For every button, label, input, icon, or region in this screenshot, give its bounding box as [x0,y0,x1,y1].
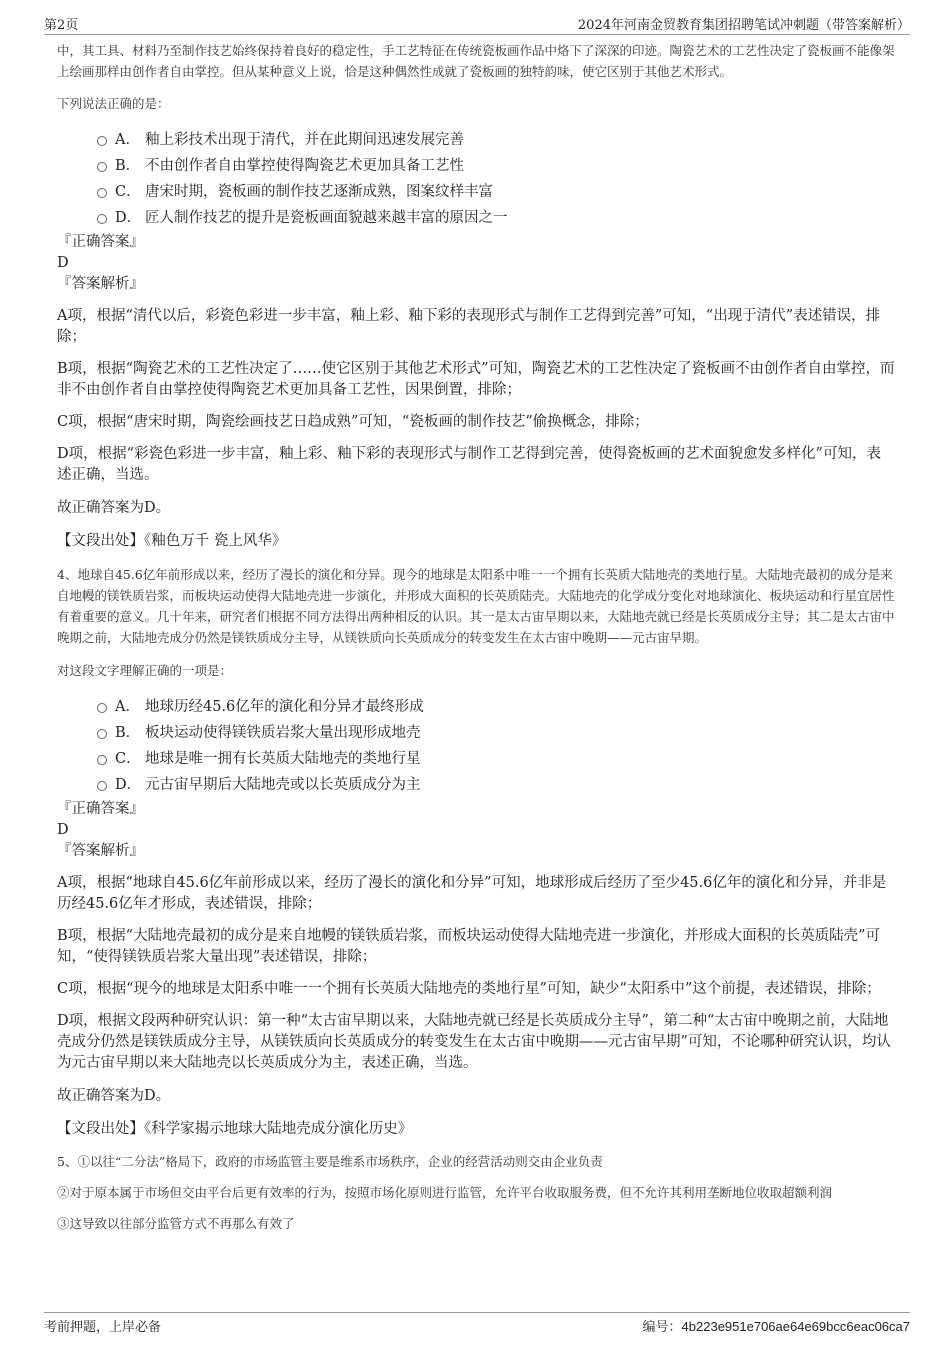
footer-slogan: 考前押题，上岸必备 [44,1320,162,1335]
q4-passage: 4、地球自45.6亿年前形成以来，经历了漫长的演化和分异。现今的地球是太阳系中唯一一个拥有长英质大陆地壳的类地行星。大陆地壳最初的成分是来自地幔的镁铁质岩浆，而板块运动使得大陆地壳进一步演化，并形成大面积的长英质陆壳。大陆地壳的化学成分变化对地球演化、板块运动和行星宜居性有着重要的意义。几十年来，研究者们根据不同方法得出两种相反的认识。其一是太古宙早期以来，大陆地壳就已经是长英质成分主导；其二是太古宙中晚期之前，大陆地壳成分仍然是镁铁质成分主导，从镁铁质向长英质成分的转变发生在太古宙中晚期——元古宙早期。 [57,567,895,645]
radio-icon[interactable] [97,214,107,224]
q4-analysis-label: 『答案解析』 [57,843,144,859]
q3-analysis-d: D项，根据“彩瓷色彩进一步丰富，釉上彩、釉下彩的表现形式与制作工艺得到完善，使得瓷板画的艺术面貌愈发多样化”可知，表述正确，当选。 [57,446,881,483]
radio-icon[interactable] [97,188,107,198]
q4-source: 【文段出处】《科学家揭示地球大陆地壳成分演化历史》 [57,1121,413,1137]
radio-icon[interactable] [97,781,107,791]
q4-options [57,694,895,798]
q4-option-c[interactable]: C． 地球是唯一拥有长英质大陆地壳的类地行星 [57,746,895,772]
q3-source: 【文段出处】《釉色万千 瓷上风华》 [57,533,287,549]
q4-conclusion: 故正确答案为D。 [57,1088,171,1104]
q3-options [57,127,895,231]
q4-option-d[interactable]: D． 元古宙早期后大陆地壳或以长英质成分为主 [57,772,895,798]
q4-option-b[interactable]: B． 板块运动使得镁铁质岩浆大量出现形成地壳 [57,720,895,746]
q4-stem: 对这段文字理解正确的一项是： [57,663,233,678]
page-content [57,40,895,1234]
q3-stem: 下列说法正确的是： [57,96,170,111]
page-header [44,10,910,35]
q3-analysis-a: A项，根据“清代以后，彩瓷色彩进一步丰富，釉上彩、釉下彩的表现形式与制作工艺得到完善”可知，“出现于清代”表述错误，排除； [57,308,881,345]
page-number: 第2页 [44,18,79,33]
q4-analysis-a: A项，根据“地球自45.6亿年前形成以来，经历了漫长的演化和分异”可知，地球形成后经历了至少45.6亿年的演化和分异，并非是历经45.6亿年才形成，表述错误，排除； [57,875,887,912]
q5-line-1: 5、①以往“二分法”格局下，政府的市场监管主要是维系市场秩序，企业的经营活动则交由企业负责 [57,1154,603,1169]
q4-option-a[interactable]: A． 地球历经45.6亿年的演化和分异才最终形成 [57,694,895,720]
q3-passage: 中，其工具、材料乃至制作技艺始终保持着良好的稳定性，手工艺特征在传统瓷板画作品中烙下了深深的印迹。陶瓷艺术的工艺性决定了瓷板画不能像架上绘画那样由创作者自由掌控。但从某种意义上说，恰是这种偶然性成就了瓷板画的独特韵味，使它区别于其他艺术形式。 [57,43,895,79]
radio-icon[interactable] [97,729,107,739]
q4-analysis-c: C项，根据“现今的地球是太阳系中唯一一个拥有长英质大陆地壳的类地行星”可知，缺少“太阳系中”这个前提，表述错误，排除； [57,981,881,997]
q3-analysis-c: C项，根据“唐宋时期，陶瓷绘画技艺日趋成熟”可知，“瓷板画的制作技艺”偷换概念，排除； [57,414,649,430]
q4-analysis-b: B项，根据“大陆地壳最初的成分是来自地幔的镁铁质岩浆，而板块运动使得大陆地壳进一步演化，并形成大面积的长英质陆壳”可知，“使得镁铁质岩浆大量出现”表述错误，排除； [57,928,880,965]
page-footer [44,1312,910,1337]
q4-answer-label: 『正确答案』 [57,801,144,817]
footer-doc-id: 编号：4b223e951e706ae64e69bcc6eac06ca7 [642,1319,910,1334]
q5-line-3: ③这导致以往部分监管方式不再那么有效了 [57,1216,295,1231]
q3-option-d[interactable]: D． 匠人制作技艺的提升是瓷板画面貌越来越丰富的原因之一 [57,205,895,231]
q5-line-2: ②对于原本属于市场但交由平台后更有效率的行为，按照市场化原则进行监管，允许平台收取服务费，但不允许其利用垄断地位收取超额利润 [57,1185,833,1200]
q3-answer: D [57,255,69,271]
radio-icon[interactable] [97,136,107,146]
q3-analysis-label: 『答案解析』 [57,276,144,292]
q3-option-c[interactable]: C． 唐宋时期，瓷板画的制作技艺逐渐成熟，图案纹样丰富 [57,179,895,205]
radio-icon[interactable] [97,703,107,713]
radio-icon[interactable] [97,755,107,765]
document-title: 2024年河南金贸教育集团招聘笔试冲刺题（带答案解析） [577,18,910,33]
q4-answer: D [57,822,69,838]
q3-analysis-b: B项，根据“陶瓷艺术的工艺性决定了……使它区别于其他艺术形式”可知，陶瓷艺术的工艺性决定了瓷板画不由创作者自由掌控，而非不由创作者自由掌控使得陶瓷艺术更加具备工艺性，因果倒置，排除； [57,361,895,398]
q3-answer-label: 『正确答案』 [57,234,144,250]
q3-conclusion: 故正确答案为D。 [57,500,171,516]
q4-analysis-d: D项，根据文段两种研究认识：第一种“太古宙早期以来，大陆地壳就已经是长英质成分主导”，第二种“太古宙中晚期之前，大陆地壳成分仍然是镁铁质成分主导，从镁铁质向长英质成分的转变发生在太古宙中晚期——元古宙早期”可知，不论哪种研究认识，均认为元古宙早期以来大陆地壳以长英质成分为主，表述正确，当选。 [57,1013,891,1071]
q3-option-a[interactable]: A． 釉上彩技术出现于清代，并在此期间迅速发展完善 [57,127,895,153]
radio-icon[interactable] [97,162,107,172]
q3-option-b[interactable]: B． 不由创作者自由掌控使得陶瓷艺术更加具备工艺性 [57,153,895,179]
